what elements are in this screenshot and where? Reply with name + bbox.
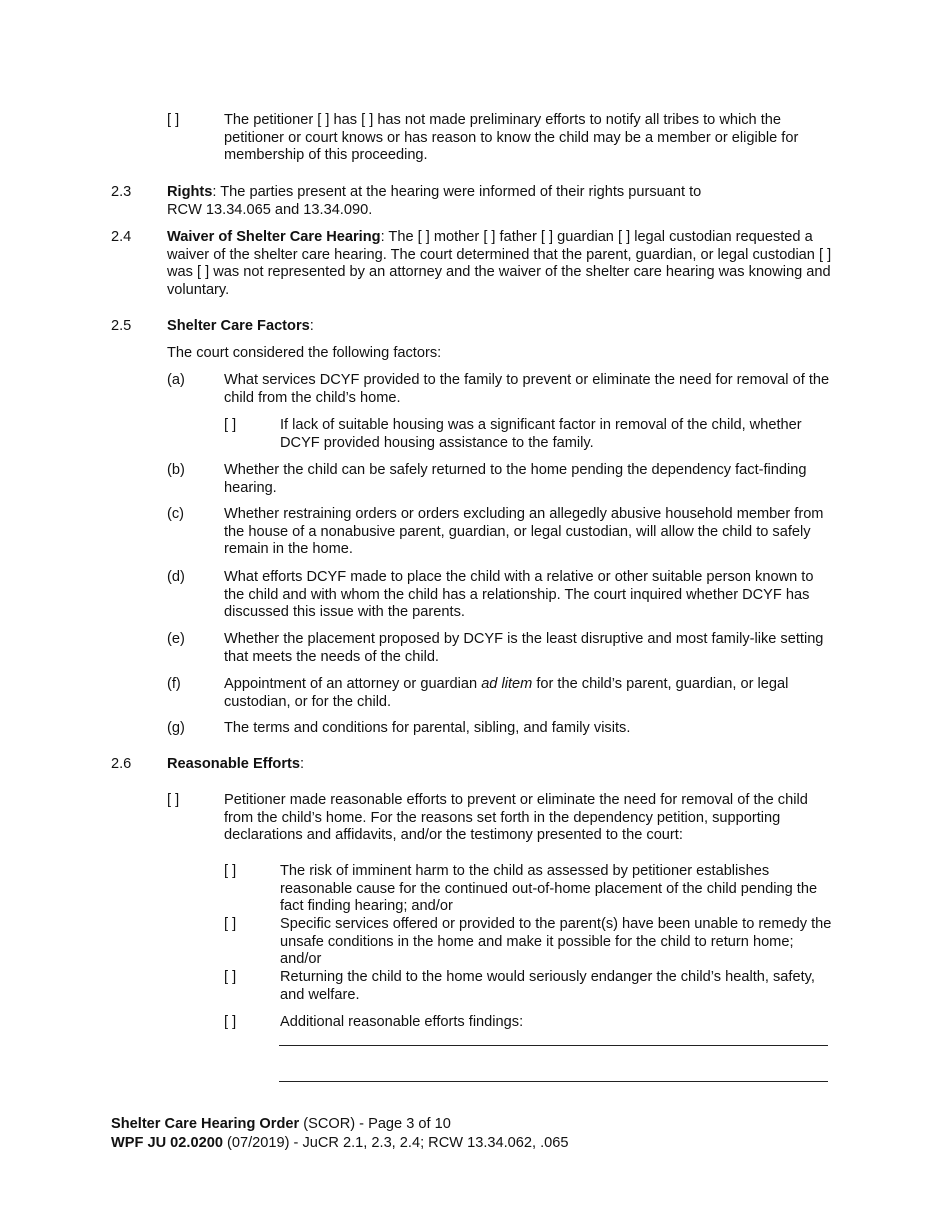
heading-colon: : bbox=[300, 756, 305, 772]
factor-item-b bbox=[167, 462, 837, 497]
factor-label: (b) bbox=[167, 462, 185, 478]
factor-item-e bbox=[167, 631, 837, 666]
tribes-notice-text: The petitioner [ ] has [ ] has not made preliminary efforts to notify all tribes to which the petitioner or court knows or has reason to know the child may be a member or eligible for membership of this proceeding. bbox=[224, 112, 799, 163]
section-number: 2.6 bbox=[111, 756, 132, 772]
additional-findings-line-1[interactable] bbox=[279, 1045, 828, 1046]
factor-item-d bbox=[167, 569, 837, 622]
section-2-4-body bbox=[167, 229, 837, 299]
factor-text: Whether the child can be safely returned to the home pending the dependency fact-finding hearing. bbox=[224, 462, 807, 496]
section-number: 2.5 bbox=[111, 318, 132, 334]
section-2-3-body bbox=[167, 184, 837, 219]
factor-text-pre: Appointment of an attorney or guardian bbox=[224, 676, 482, 692]
factor-label: (d) bbox=[167, 569, 185, 585]
factor-text: What efforts DCYF made to place the child with a relative or other suitable person known to the child and with whom the child has a relationship. The court inquired whether DCYF has discussed this issue with the parents. bbox=[224, 569, 814, 620]
factor-item-g bbox=[167, 720, 837, 738]
factor-text: Whether restraining orders or orders excluding an allegedly abusive household member from the house of a nonabusive parent, guardian, or legal custodian, will allow the child to safely remain in the home. bbox=[224, 506, 824, 557]
checkbox-imminent-harm[interactable]: [ ] bbox=[224, 863, 237, 879]
factor-text bbox=[224, 676, 837, 711]
factor-item-f bbox=[167, 676, 837, 711]
footer-form-title: Shelter Care Hearing Order bbox=[111, 1116, 300, 1132]
factor-item-c bbox=[167, 506, 837, 559]
factor-text: What services DCYF provided to the family to prevent or eliminate the need for removal of the child from the child’s home. bbox=[224, 372, 830, 406]
checkbox-additional-findings[interactable]: [ ] bbox=[224, 1014, 237, 1030]
section-text: : The parties present at the hearing were informed of their rights pursuant to bbox=[212, 184, 702, 200]
footer-citation: (07/2019) - JuCR 2.1, 2.3, 2.4; RCW 13.34.062, .065 bbox=[222, 1135, 569, 1151]
section-2-3 bbox=[111, 184, 837, 219]
heading-colon: : bbox=[309, 318, 314, 334]
housing-item bbox=[224, 417, 837, 452]
factor-label: (e) bbox=[167, 631, 185, 647]
factor-text: Whether the placement proposed by DCYF is the least disruptive and most family-like setting that meets the needs of the child. bbox=[224, 631, 824, 665]
efforts-sub-item bbox=[224, 1014, 837, 1032]
factor-label: (g) bbox=[167, 720, 185, 736]
section-text-line2: RCW 13.34.065 and 13.34.090. bbox=[167, 201, 373, 218]
efforts-sub-text: The risk of imminent harm to the child as assessed by petitioner establishes reasonable cause for the continued out-of-home placement of the child pending the fact finding hearing; and/or bbox=[280, 863, 818, 914]
section-heading: Shelter Care Factors bbox=[167, 318, 310, 334]
section-heading: Rights bbox=[167, 184, 213, 200]
reasonable-efforts-text: Petitioner made reasonable efforts to prevent or eliminate the need for removal of the child from the child’s home. For the reasons set forth in the dependency petition, supporting declarations and affidavits, and/or the testimony presented to the court: bbox=[224, 792, 808, 843]
factor-text-post: for the child’s parent, guardian, or legal custodian, or for the child. bbox=[224, 676, 789, 710]
housing-text: If lack of suitable housing was a significant factor in removal of the child, whether DCYF provided housing assistance to the family. bbox=[280, 417, 802, 451]
checkbox-reasonable-efforts[interactable]: [ ] bbox=[167, 792, 180, 808]
efforts-sub-text: Specific services offered or provided to the parent(s) have been unable to remedy the unsafe conditions in the home and make it possible for the child to return home; and/or bbox=[280, 916, 832, 967]
factors-intro: The court considered the following factors: bbox=[167, 345, 442, 361]
section-number: 2.4 bbox=[111, 229, 132, 245]
factor-label: (c) bbox=[167, 506, 185, 522]
factor-text: The terms and conditions for parental, sibling, and family visits. bbox=[224, 720, 631, 736]
section-2-6 bbox=[111, 756, 837, 774]
reasonable-efforts-main bbox=[167, 792, 837, 845]
efforts-sub-text: Returning the child to the home would seriously endanger the child’s health, safety, and welfare. bbox=[280, 969, 815, 1003]
checkbox-housing[interactable]: [ ] bbox=[224, 417, 237, 433]
footer-title-line bbox=[111, 1115, 569, 1134]
checkbox-endanger[interactable]: [ ] bbox=[224, 969, 237, 985]
section-heading: Reasonable Efforts bbox=[167, 756, 300, 772]
factor-label: (f) bbox=[167, 676, 181, 692]
factor-text-italic: ad litem bbox=[481, 676, 533, 692]
section-heading: Waiver of Shelter Care Hearing bbox=[167, 229, 381, 245]
checkbox-tribes-notice[interactable]: [ ] bbox=[167, 112, 180, 128]
section-2-5 bbox=[111, 318, 837, 336]
efforts-sub-text: Additional reasonable efforts findings: bbox=[280, 1014, 524, 1030]
section-text: : The [ ] mother [ ] father [ ] guardian [ ] legal custodian requested a waiver of the shelter care hearing. The court determined that the parent, guardian, or legal custodian [ ] was [ ] was not represented by an attorney and the waiver of the shelter care hearing was knowing and voluntary. bbox=[167, 229, 832, 298]
section-2-4 bbox=[111, 229, 837, 299]
footer-page-info: (SCOR) - Page 3 of 10 bbox=[299, 1116, 451, 1132]
tribes-notice-item bbox=[167, 112, 837, 165]
factor-label: (a) bbox=[167, 372, 185, 388]
checkbox-specific-services[interactable]: [ ] bbox=[224, 916, 237, 932]
efforts-sub-item bbox=[224, 863, 837, 916]
factor-item-a bbox=[167, 372, 837, 407]
additional-findings-line-2[interactable] bbox=[279, 1081, 828, 1082]
section-number: 2.3 bbox=[111, 184, 132, 200]
footer-form-number: WPF JU 02.0200 bbox=[111, 1135, 223, 1151]
footer-form-line bbox=[111, 1134, 569, 1153]
efforts-sub-item bbox=[224, 969, 837, 1004]
page-footer bbox=[111, 1115, 569, 1153]
efforts-sub-item bbox=[224, 916, 837, 969]
